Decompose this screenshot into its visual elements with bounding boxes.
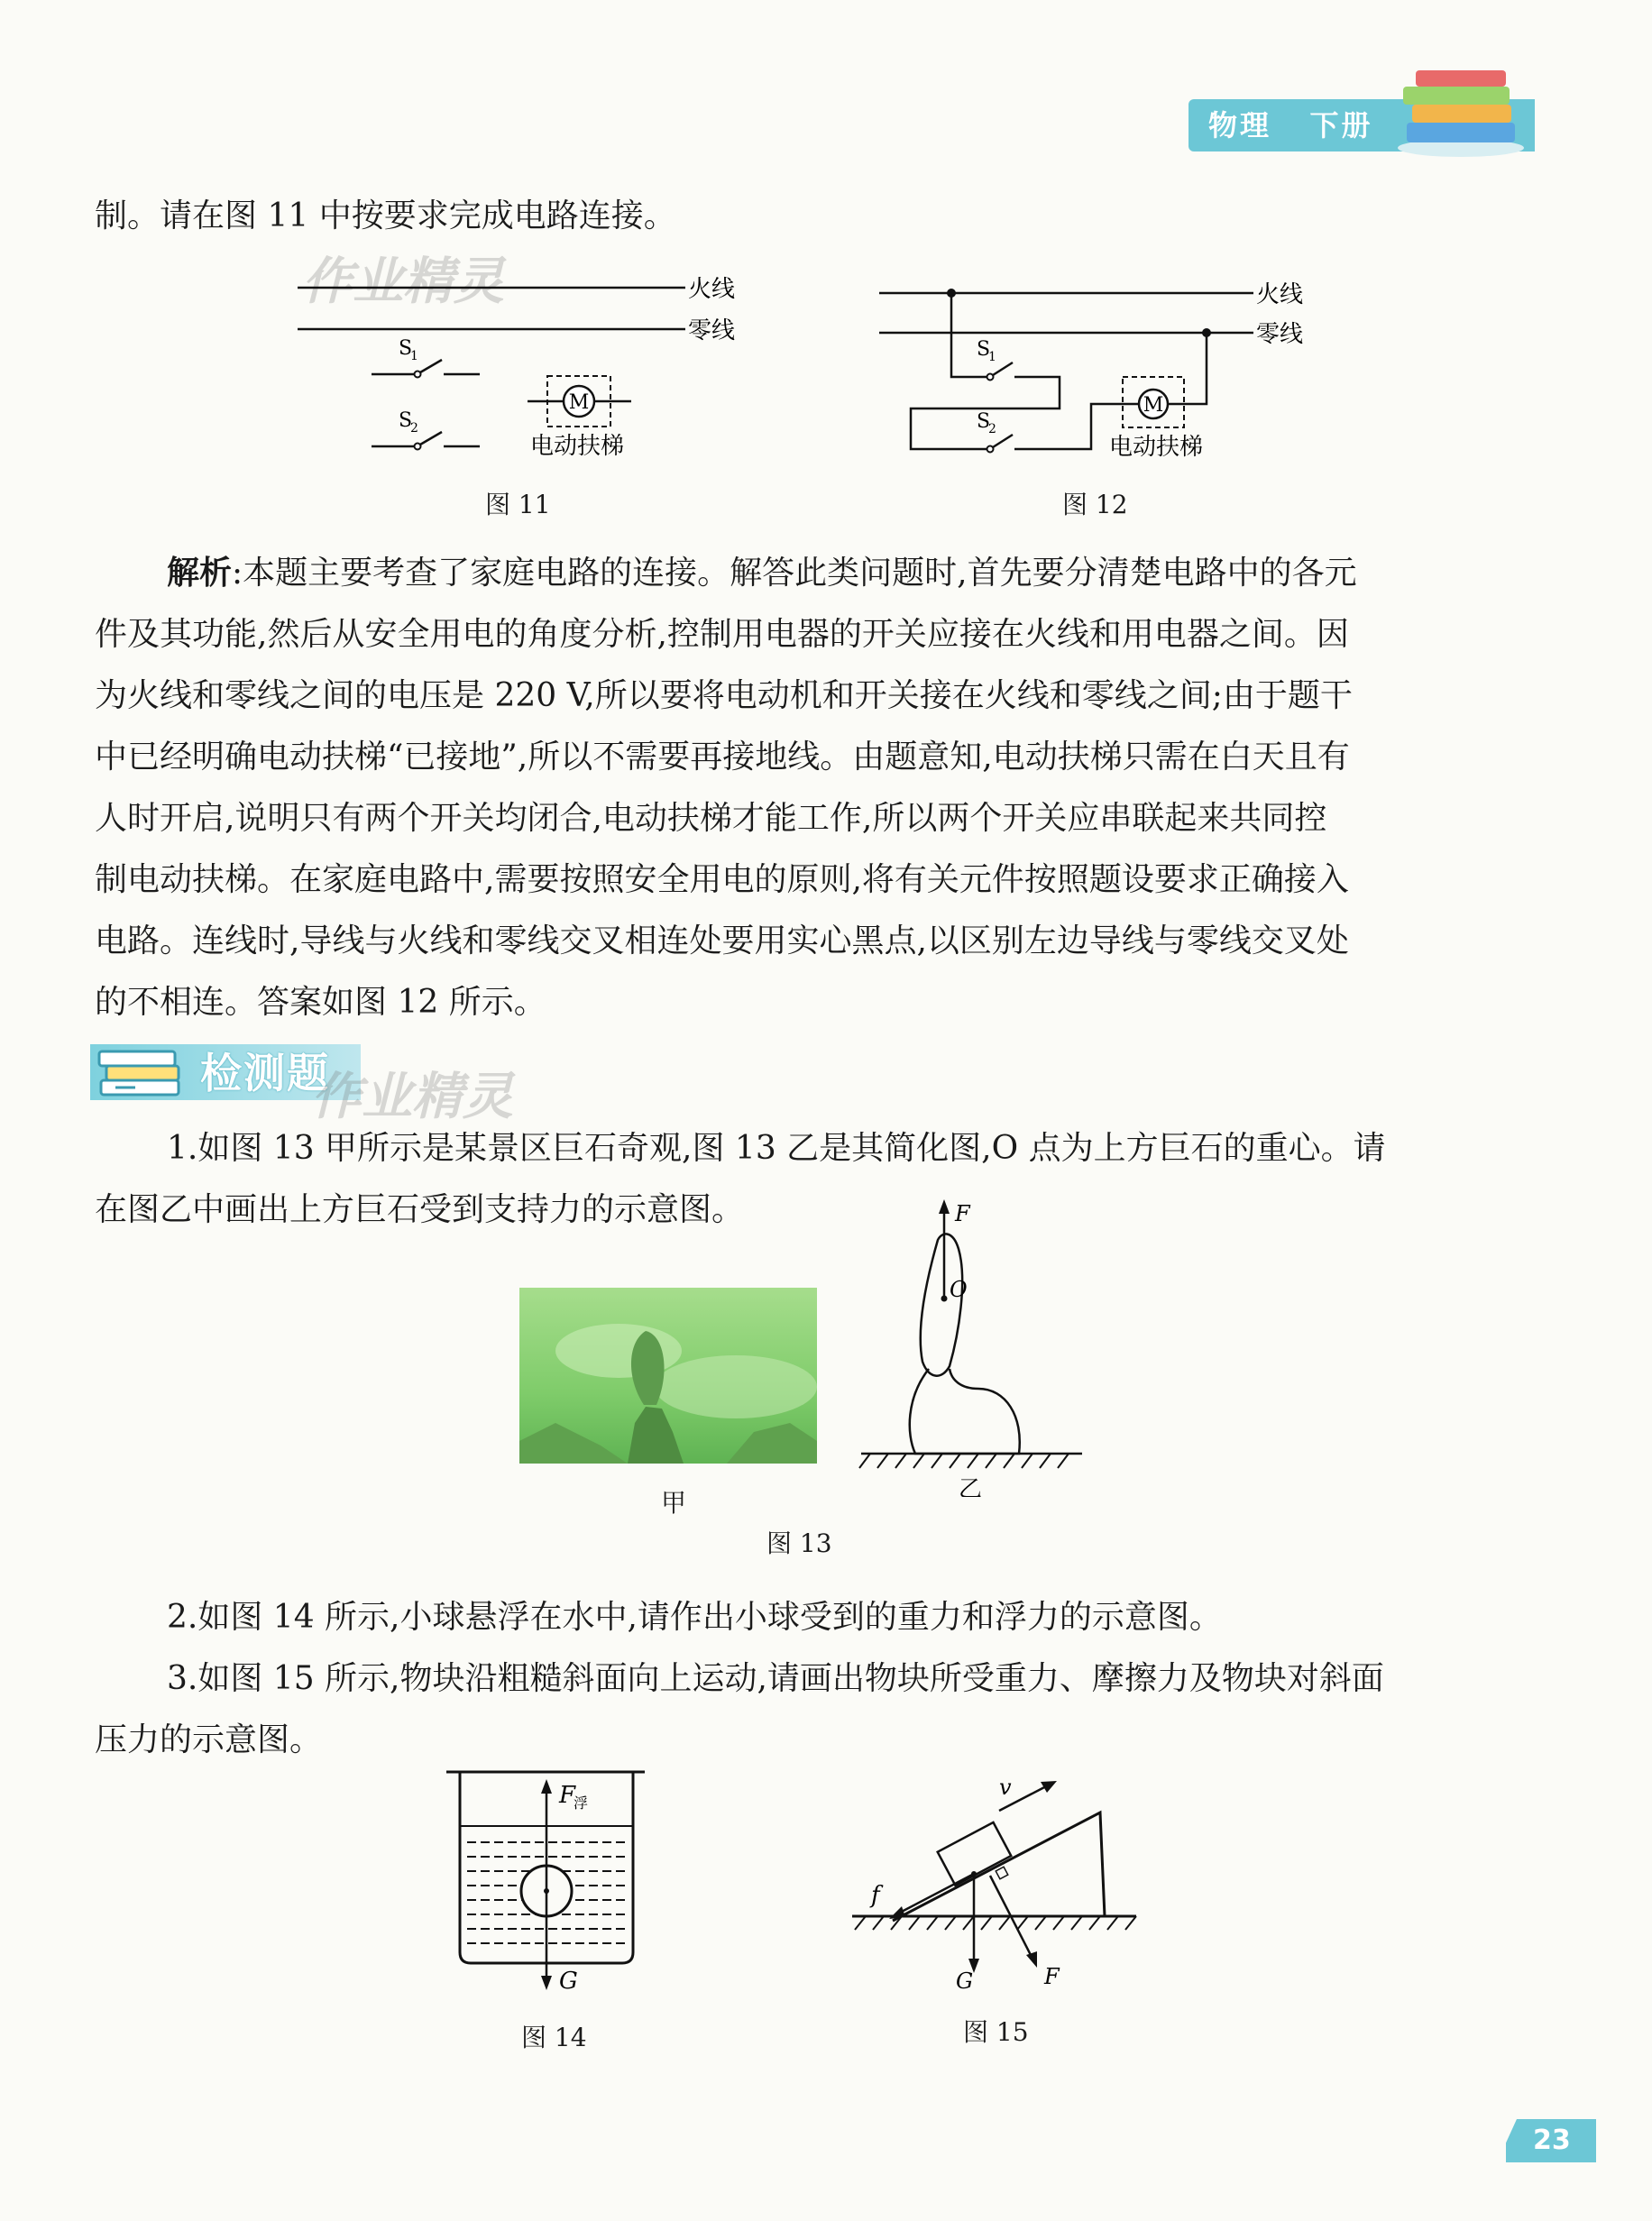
- analysis-line-5: 人时开启,说明只有两个开关均闭合,电动扶梯才能工作,所以两个开关应串联起来共同控: [95, 800, 1327, 837]
- q2-line: 2.如图 14 所示,小球悬浮在水中,请作出小球受到的重力和浮力的示意图。: [167, 1599, 1222, 1636]
- header-subject: 物理 下册: [1208, 108, 1373, 142]
- figure-12: [879, 271, 1330, 478]
- fig12-caption: 图 12: [1062, 490, 1128, 519]
- svg-text:S: S: [399, 409, 413, 432]
- fig15-velocity-label: v: [999, 1775, 1012, 1800]
- fig13-label-jia: 甲: [661, 1488, 687, 1518]
- fig15-friction-label: f: [871, 1882, 880, 1909]
- fig11-switch-s1: [372, 337, 480, 378]
- svg-text:S: S: [399, 337, 413, 360]
- page-number: 23: [1533, 2125, 1571, 2156]
- fig12-neutral-label: 零线: [1256, 321, 1304, 348]
- fig11-neutral-label: 零线: [688, 317, 736, 344]
- q1-line-2: 在图乙中画出上方巨石受到支持力的示意图。: [95, 1191, 745, 1228]
- analysis-line-4: 中已经明确电动扶梯“已接地”,所以不需要再接地线。由题意知,电动扶梯只需在白天且有: [95, 739, 1350, 776]
- figure-14: [442, 1763, 658, 1997]
- q3-line-2: 压力的示意图。: [95, 1721, 323, 1758]
- fig15-gravity-label: G: [956, 1969, 974, 1994]
- svg-text:1: 1: [410, 349, 418, 363]
- watermark-2: 作业精灵: [311, 1068, 513, 1126]
- svg-text:S: S: [977, 338, 991, 361]
- svg-text:M: M: [568, 391, 590, 414]
- fig13-label-yi: 乙: [959, 1476, 983, 1497]
- q3-line-1: 3.如图 15 所示,物块沿粗糙斜面向上运动,请画出物块所受重力、摩擦力及物块对斜面: [167, 1660, 1384, 1697]
- analysis-line-1: 解析:本题主要考查了家庭电路的连接。解答此类问题时,首先要分清楚电路中的各元: [167, 555, 1357, 592]
- fig15-friction-arrow: [898, 1874, 974, 1914]
- fig13-sketch: [852, 1199, 1087, 1497]
- fig13-point-label: O: [950, 1277, 968, 1302]
- fig11-caption: 图 11: [485, 490, 551, 519]
- fig12-live-label: 火线: [1256, 281, 1304, 308]
- fig11-switch-s2: [372, 409, 480, 450]
- analysis-line-7: 电路。连线时,导线与火线和零线交叉相连处要用实心黑点,以区别左边导线与零线交叉处: [95, 922, 1349, 959]
- fig13-force-label: F: [955, 1201, 970, 1226]
- section-books-icon: [96, 1046, 186, 1098]
- svg-text:浮: 浮: [574, 1794, 589, 1812]
- intro-line: 制。请在图 11 中按要求完成电路连接。: [95, 197, 676, 234]
- fig11-motor: [528, 376, 631, 427]
- svg-text:M: M: [1143, 394, 1164, 417]
- svg-text:2: 2: [410, 421, 418, 436]
- svg-text:2: 2: [988, 422, 996, 436]
- watermark: 作业精灵: [302, 252, 504, 311]
- q1-line-1: 1.如图 13 甲所示是某景区巨石奇观,图 13 乙是其简化图,O 点为上方巨石的重心。请: [167, 1130, 1386, 1167]
- section-title: 检测题: [200, 1049, 330, 1097]
- fig15-pressure-label: F: [1044, 1964, 1060, 1989]
- analysis-line-2: 件及其功能,然后从安全用电的角度分析,控制用电器的开关应接在火线和用电器之间。因: [95, 616, 1349, 653]
- fig13-caption: 图 13: [766, 1528, 832, 1558]
- analysis-label: 解析: [167, 555, 233, 592]
- books-icon: [1389, 60, 1533, 159]
- svg-text:S: S: [977, 410, 991, 433]
- fig11-live-label: 火线: [688, 276, 736, 303]
- fig14-caption: 图 14: [521, 2023, 587, 2052]
- fig14-buoyancy-label: F: [559, 1782, 576, 1809]
- fig11-device-label: 电动扶梯: [530, 433, 625, 460]
- figure-11: [289, 266, 757, 473]
- fig15-caption: 图 15: [963, 2017, 1029, 2047]
- analysis-line-6: 制电动扶梯。在家庭电路中,需要按照安全用电的原则,将有关元件按照题设要求正确接入: [95, 861, 1349, 898]
- fig12-switch-s2: [977, 404, 1115, 453]
- fig12-motor: [1115, 333, 1207, 427]
- fig14-gravity-label: G: [559, 1968, 578, 1995]
- analysis-line-8: 的不相连。答案如图 12 所示。: [95, 984, 546, 1021]
- fig13-photo: [519, 1288, 817, 1464]
- figure-15: [848, 1767, 1145, 2002]
- analysis-line-3: 为火线和零线之间的电压是 220 V,所以要将电动机和开关接在火线和零线之间;由于题干: [95, 677, 1353, 714]
- svg-text:1: 1: [988, 350, 996, 364]
- fig12-device-label: 电动扶梯: [1109, 434, 1204, 461]
